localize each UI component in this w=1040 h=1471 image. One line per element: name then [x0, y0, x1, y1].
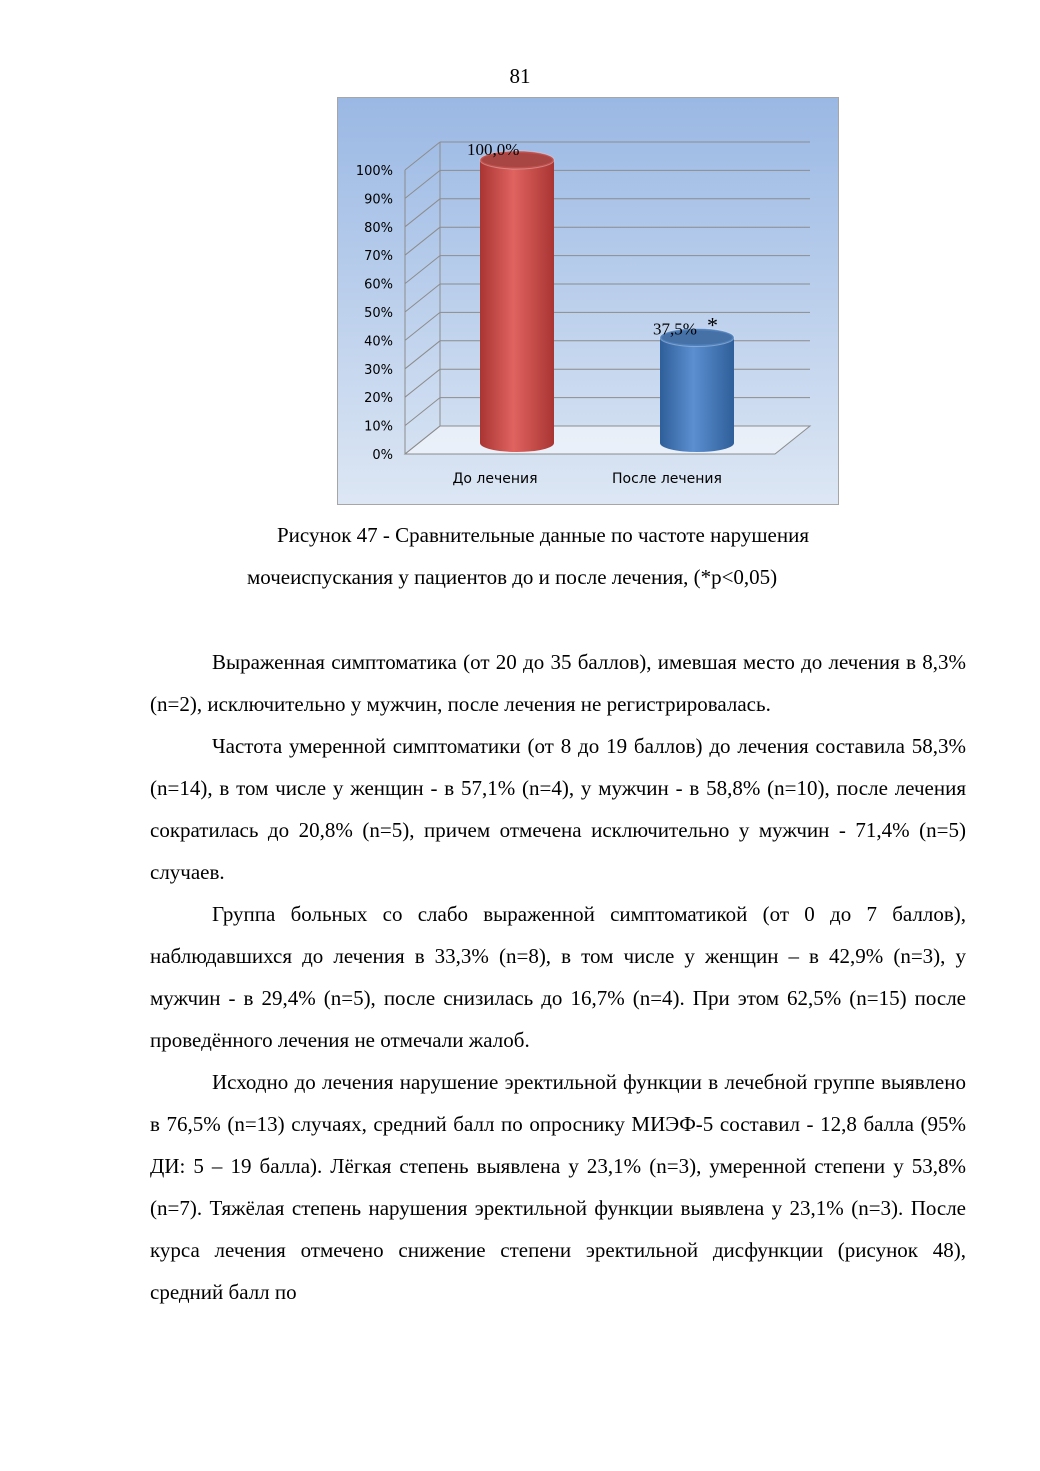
y-tick-label: 50% — [364, 306, 393, 321]
caption-line-2-text: мочеиспускания у пациентов до и после лечения, (*р<0,05) — [247, 565, 778, 589]
y-tick-label: 10% — [364, 419, 393, 435]
x-tick-label: До лечения — [452, 471, 538, 487]
y-tick-label: 90% — [364, 192, 393, 208]
page-number: 81 — [509, 64, 531, 88]
y-tick-label: 70% — [364, 249, 393, 265]
chart-svg — [337, 97, 839, 505]
x-tick-label: После лечения — [612, 471, 722, 487]
paragraph: Частота умеренной симптоматики (от 8 до 19 баллов) до лечения составила 58,3% (n=14), в том числе у женщин - в 57,1% (n=4), у мужчин - в 58,8% (n=10), после лечения сократилась до 20,8% (n=5), причем отмечена исключительно у мужчин - 71,4% (n=5) случаев. — [150, 734, 966, 884]
paragraph: Исходно до лечения нарушение эректильной функции в лечебной группе выявлено в 76,5% (n=13) случаях, средний балл по опроснику МИЭФ-5 составил - 12,8 балла (95% ДИ: 5 – 19 балла). Лёгкая степень выявлена у 23,1% (n=3), умеренной степени у 53,8% (n=7). Тяжёлая степень нарушения эректильной функции выявлена у 23,1% (n=3). После курса лечения отмечено снижение степени эректильной дисфункции (рисунок 48), средний балл по — [150, 1070, 966, 1304]
bar-body — [480, 160, 554, 452]
chart-floor — [405, 426, 810, 454]
y-tick-label: 40% — [364, 334, 393, 350]
y-tick-label: 100% — [355, 164, 393, 179]
data-label: 37,5% — [653, 319, 697, 339]
y-tick-label: 80% — [364, 220, 393, 236]
paragraph: Группа больных со слабо выраженной симптоматикой (от 0 до 7 баллов), наблюдавшихся до лечения в 33,3% (n=8), в том числе у женщин – в 42,9% (n=3), у мужчин - в 29,4% (n=5), после снизилась до 16,7% (n=4). При этом 62,5% (n=15) после проведённого лечения не отмечали жалоб. — [150, 902, 966, 1052]
y-tick-label: 0% — [372, 448, 393, 463]
body-text — [150, 641, 966, 1313]
caption-line-1-text: Рисунок 47 - Сравнительные данные по частоте нарушения — [277, 523, 809, 547]
bar — [660, 329, 734, 453]
bar-body — [660, 338, 734, 453]
data-label: 100,0% — [467, 140, 520, 159]
significance-mark: * — [707, 312, 718, 338]
y-tick-label: 20% — [364, 391, 393, 407]
bar-chart — [337, 97, 839, 505]
paragraph: Выраженная симптоматика (от 20 до 35 баллов), имевшая место до лечения в 8,3% (n=2), исключительно у мужчин, после лечения не регистрировалась. — [150, 650, 966, 716]
y-tick-label: 30% — [364, 362, 393, 378]
bar — [480, 151, 554, 452]
y-tick-label: 60% — [364, 277, 393, 293]
